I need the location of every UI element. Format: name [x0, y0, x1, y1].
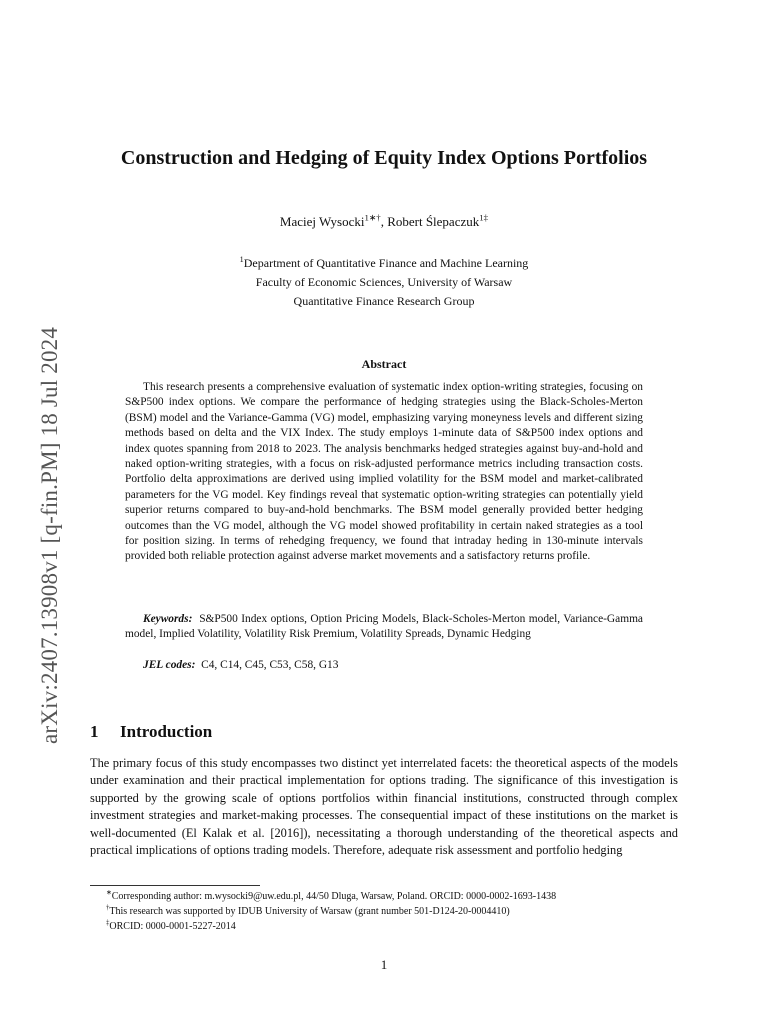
affiliations — [90, 254, 678, 311]
jel-codes — [125, 658, 643, 673]
section-heading — [90, 722, 212, 742]
paper-title: Construction and Hedging of Equity Index Options Portfolios — [120, 147, 648, 169]
page-number: 1 — [380, 957, 388, 972]
footnote-text: ORCID: 0000-0001-5227-2014 — [109, 921, 236, 932]
author-name: Robert Ślepaczuk — [387, 214, 480, 229]
affiliation-line: Quantitative Finance Research Group — [293, 294, 475, 308]
affiliation-line: Faculty of Economic Sciences, University of Warsaw — [255, 275, 513, 289]
jel-text: C4, C14, C45, C53, C58, G13 — [201, 659, 339, 671]
keywords-text: S&P500 Index options, Option Pricing Models, Black-Scholes-Merton model, Variance-Gamma model, Implied Volatility, Volatility Risk Premium, Volatility Spreads, Dynamic Hedging — [125, 613, 643, 641]
author-separator: , — [380, 214, 388, 229]
keywords — [125, 612, 643, 643]
author-name: Maciej Wysocki — [279, 214, 365, 229]
footnotes — [90, 889, 690, 934]
footnote-mark: ‡ — [106, 919, 110, 927]
footnote — [90, 919, 690, 934]
jel-label: JEL codes: — [143, 659, 196, 671]
author-marks: 1‡ — [479, 212, 489, 223]
footnote-mark: ∗ — [106, 889, 112, 897]
keywords-label: Keywords: — [143, 613, 193, 625]
section-title: Introduction — [120, 722, 213, 741]
footnote-mark: † — [106, 904, 110, 912]
author-marks: 1∗† — [364, 212, 381, 223]
abstract-heading: Abstract — [361, 357, 407, 371]
footnote-text: This research was supported by IDUB University of Warsaw (grant number 501-D124-20-0004410) — [109, 906, 510, 917]
affiliation-line — [90, 254, 678, 273]
footnote — [90, 904, 690, 919]
arxiv-identifier-stamp: arXiv:2407.13908v1 [q-fin.PM] 18 Jul 2024 — [37, 326, 62, 744]
footnote — [90, 889, 690, 904]
affiliation-text: Department of Quantitative Finance and Machine Learning — [243, 256, 529, 270]
footnote-rule — [90, 885, 260, 886]
author-line — [90, 214, 678, 230]
section-number: 1 — [90, 722, 99, 741]
introduction-paragraph: The primary focus of this study encompasses two distinct yet interrelated facets: the theoretical aspects of the models under examination and their practical implementation for options trading. The significance of this investigation is supported by the growing scale of options portfolios within financial institutions, constructed through complex investment strategies and market-making processes. The consequential impact of these institutions on the market is well-documented (El Kalak et al. [2016]), necessitating a thorough understanding of the theoretical aspects and practical implications of options trading models. Therefore, adequate risk assessment and portfolio hedging — [90, 756, 678, 858]
abstract-text: This research presents a comprehensive evaluation of systematic index option-writing strategies, focusing on S&P500 index options. We compare the performance of hedging strategies using the Black-Scholes-Merton (BSM) model and the Variance-Gamma (VG) model, emphasizing varying moneyness levels and different sizing methods based on delta and the VIX Index. The study employs 1-minute data of S&P500 index options and index quotes spanning from 2018 to 2023. The analysis benchmarks hedged strategies against buy-and-hold and naked option-writing strategies, with a focus on risk-adjusted performance metrics including transaction costs. Portfolio delta approximations are derived using implied volatility for the BSM model and market-calibrated parameters for the VG model. Key findings reveal that systematic option-writing strategies can potentially yield superior returns compared to buy-and-hold benchmarks. The BSM model generally provided better hedging outcomes than the VG model, although the VG model showed profitability in certain naked strategies as a tool for position sizing. In terms of rehedging frequency, we found that intraday heding in 130-minute intervals provided both reliable protection against adverse market movements and a satisfactory returns profile. — [125, 381, 643, 563]
footnote-text: Corresponding author: m.wysocki9@uw.edu.pl, 44/50 Dluga, Warsaw, Poland. ORCID: 0000-0002-1693-1438 — [111, 891, 557, 902]
affiliation-mark: 1 — [239, 255, 244, 264]
